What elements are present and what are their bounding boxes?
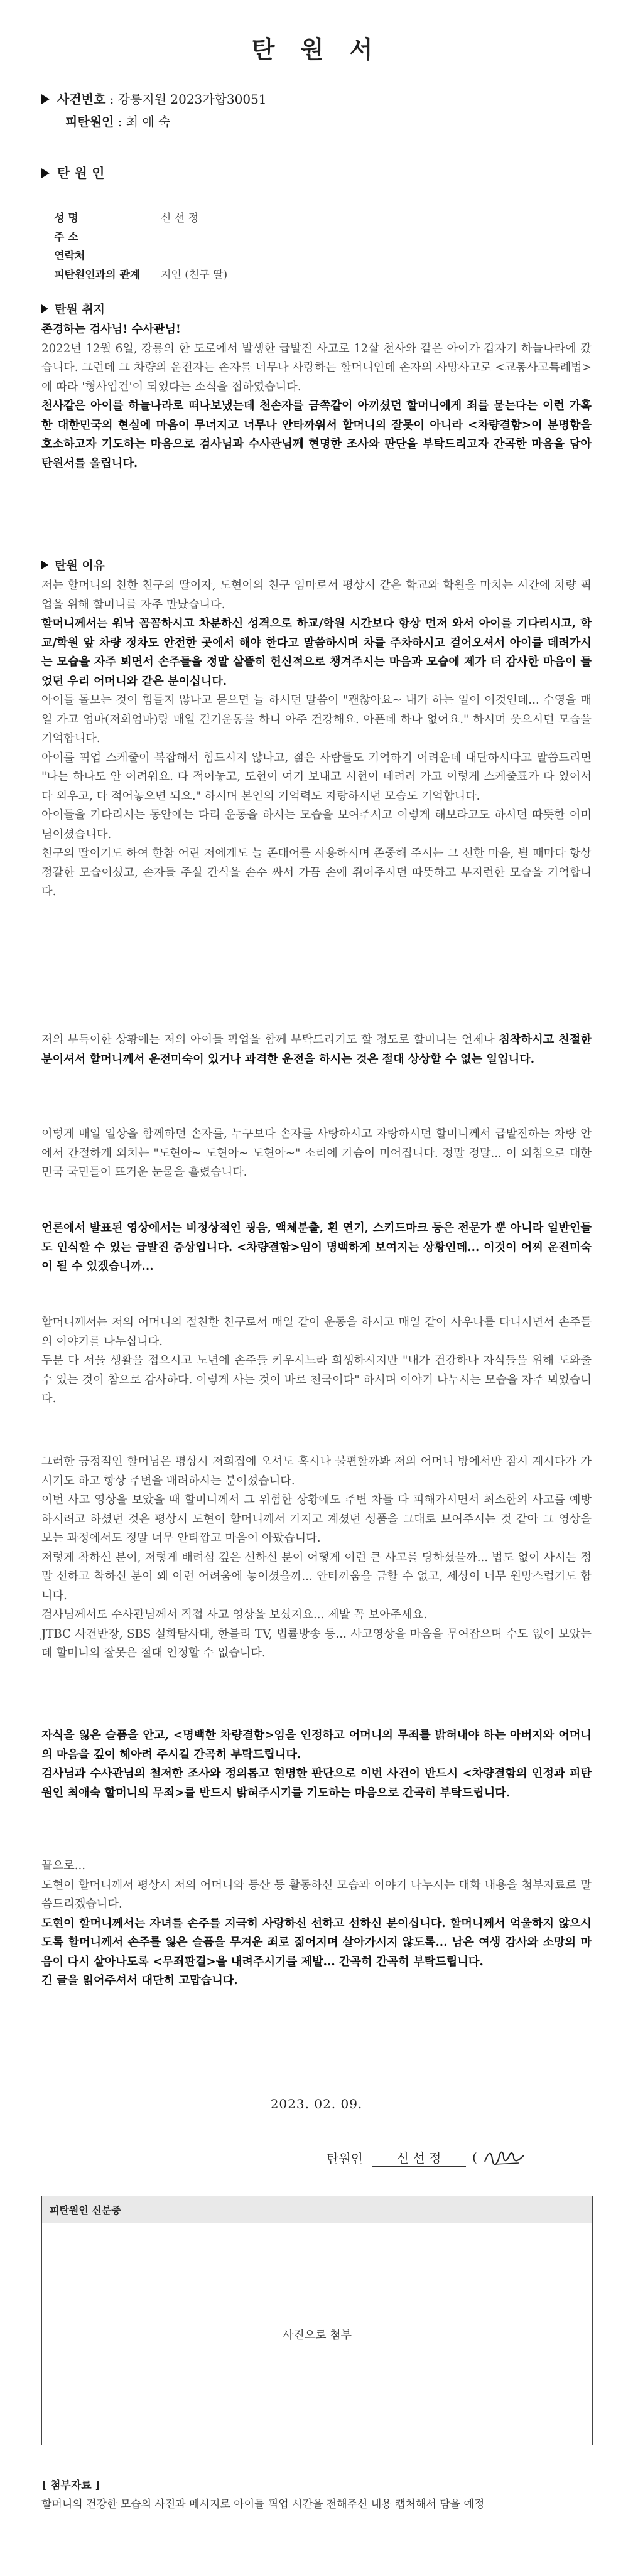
purpose-heading: [41, 300, 105, 317]
reason-paragraph: 아이들 돌보는 것이 힘들지 않나고 묻으면 늘 하시던 말씀이 "괜찮아요~ 내가 하는 일이 이것인데... 수영을 매일 가고 엄마(저희엄마)랑 매일 걷기운동을 하니 아주 건강해요. 아픈데 하나 없어요." 하시며 웃으시던 모습을 기억합니다.: [41, 694, 592, 745]
reason-paragraph: 이렇게 매일 일상을 함께하던 손자를, 누구보다 손자를 사랑하시고 자랑하시던 할머니께서 급발진하는 차량 안에서 간절하게 외치는 "도현아~ 도현아~ 도현아~" 소리에 가슴이 미어집니다. 정말 정말... 이 외침으로 대한민국 국민들이 뜨거운 눈물을 흘렸습니다.: [41, 1127, 592, 1179]
id-photo-placeholder: 사진으로 첨부: [282, 2329, 352, 2342]
reason-paragraph: 할머니께서는 저의 어머니의 절친한 친구로서 매일 같이 운동을 하시고 매일 같이 사우나를 다니시면서 손주들의 이야기를 나누십니다.: [41, 1316, 592, 1348]
reason-block-8: [41, 1857, 592, 1991]
reason-heading: [41, 556, 105, 573]
row-value: 지인 (친구 딸): [161, 268, 228, 281]
reason-heading-text: 탄원 이유: [55, 559, 106, 572]
id-box-header: 피탄원인 신분증: [42, 2196, 592, 2223]
row-label: 성 명: [54, 212, 78, 225]
case-number-value: 강릉지원 2023가합30051: [117, 92, 267, 107]
triangle-bullet-icon: [41, 561, 48, 569]
reason-paragraph-bold: 긴 글을 읽어주셔서 대단히 고맙습니다.: [41, 1974, 238, 1987]
petitioner-row: [54, 245, 227, 264]
document-title: 탄 원 서: [251, 35, 382, 63]
purpose-section: [41, 320, 592, 473]
signature-label: 탄원인: [327, 2150, 363, 2166]
reason-paragraph: 이번 사고 영상을 보았을 때 할머니께서 그 위험한 상황에도 주변 차들 다 피해가시면서 최소한의 사고를 예방하시려고 하셨던 것은 평상시 도현이 할머니께서 가지고 계셨던 성품을 그대로 보여주시는 것 같아 그 영상을 보는 과정에서도 정말 너무 안타깝고 마음이 아팠습니다.: [41, 1493, 592, 1545]
reason-block-3: [41, 1125, 592, 1183]
signature-line: [327, 2147, 526, 2168]
reason-paragraph: 아이들을 기다리시는 동안에는 다리 운동을 하시는 모습을 보여주시고 이렇게 해보라고도 하시던 따뜻한 어머님이셨습니다.: [41, 808, 592, 841]
reason-paragraph: 두분 다 서울 생활을 접으시고 노년에 손주들 키우시느라 희생하시지만 "내가 건강하나 자식들을 위해 도와줄 수 있는 것이 참으로 감사하다. 이렇게 사는 것이 바로 천국이다" 하시며 이야기 나누시는 모습을 자주 뵈었습니다.: [41, 1354, 592, 1405]
reason-paragraph: 저는 할머니의 친한 친구의 딸이자, 도현이의 친구 엄마로서 평상시 같은 학교와 학원을 마치는 시간에 차량 픽업을 위해 할머니를 자주 만났습니다.: [41, 579, 592, 611]
reason-paragraph: 도현이 할머니께서 평상시 저의 어머니와 등산 등 활동하신 모습과 이야기 나누시는 대화 내용을 첨부자료로 말씀드리겠습니다.: [41, 1878, 592, 1911]
row-label: 연락처: [54, 249, 85, 262]
triangle-bullet-icon: [41, 304, 48, 313]
reason-paragraph: 저의 부득이한 상황에는 저의 아이들 픽업을 함께 부탁드리기도 할 정도로 할머니는 언제나: [41, 1033, 495, 1046]
reason-paragraph-bold: 침착하시고 친절한 분이셔서 할머니께서 운전미숙이 있거나 과격한 운전을 하시는 것은 절대 상상할 수 없는 일입니다.: [41, 1033, 592, 1066]
petitioner-row: [54, 207, 227, 226]
attachment-heading: [ 첨부자료 ]: [41, 2479, 100, 2492]
defendant-label: 피탄원인: [65, 114, 114, 129]
reason-paragraph: 아이를 픽업 스케줄이 복잡해서 힘드시지 않나고, 젊은 사람들도 기억하기 어려운데 대단하시다고 말씀드리면 "나는 하나도 안 어려워요. 다 적어놓고, 도현이 여기 보내고 시현이 데려러 가고 이렇게 스케줄표가 다 있어서 다 외우고, 다 적어놓으면 되요." 하시며 본인의 기억력도 자랑하시던 모습도 기억합니다.: [41, 751, 592, 803]
reason-paragraph-bold: 자식을 잃은 슬픔을 안고, <명백한 차량결함>임을 인정하고 어머니의 무죄를 밝혀내야 하는 아버지와 어머니의 마음을 깊이 헤아려 주시길 간곡히 부탁드립니다.: [41, 1729, 592, 1761]
signature-name: 신 선 정: [372, 2148, 466, 2167]
case-number-line: 사건번호 : 강릉지원 2023가합30051: [41, 89, 267, 107]
purpose-heading-text: 탄원 취지: [55, 303, 106, 316]
row-label: 피탄원인과의 관계: [54, 268, 141, 281]
reason-paragraph: 저렇게 착하신 분이, 저렇게 배려심 깊은 선하신 분이 어떻게 이런 큰 사고를 당하셨을까... 법도 없이 사시는 정말 선하고 착하신 분이 왜 이런 어려움에 놓이셨을까... 안타까움을 금할 수 없고, 세상이 너무 원망스럽기도 합니다.: [41, 1550, 592, 1602]
triangle-bullet-icon: [41, 94, 50, 104]
triangle-bullet-icon: [41, 168, 50, 178]
row-label: 주 소: [54, 230, 78, 244]
purpose-paragraph: 2022년 12월 6일, 강릉의 한 도로에서 발생한 급발진 사고로 12살 천사와 같은 아이가 갑자기 하늘나라에 갔습니다. 그런데 그 차량의 운전자는 손자를 너무나 사랑하는 할머니인데 손자의 사망사고로 <교통사고특례법>에 따라 '형사입건'이 되었다는 소식을 접하였습니다.: [41, 341, 592, 394]
reason-paragraph: 끝으로...: [41, 1859, 86, 1872]
petition-date: 2023. 02. 09.: [270, 2096, 363, 2112]
signature-paren: (: [472, 2150, 477, 2165]
reason-paragraph-bold: 언론에서 발표된 영상에서는 비정상적인 굉음, 액체분출, 흰 연기, 스키드마크 등은 전문가 뿐 아니라 일반인들도 인식할 수 있는 급발진 증상입니다. <차량결함>임이 명백하게 보여지는 상황인데... 이것이 어찌 운전미숙이 될 수 있겠습니까...: [41, 1221, 592, 1273]
defendant-line: 피탄원인 : 최 애 숙: [65, 112, 170, 130]
petitioner-row: [54, 264, 227, 282]
petitioner-heading: [41, 163, 104, 182]
reason-block-2: [41, 1031, 592, 1069]
attachment-heading-text: 첨부자료: [50, 2479, 92, 2492]
reason-paragraph-bold: 할머니께서는 워낙 꼼꼼하시고 차분하신 성격으로 하교/학원 시간보다 항상 먼저 와서 아이를 기다리시고, 학교/학원 앞 차량 정차도 안전한 곳에서 해야 한다고 말씀하시며 차를 주차하시고 걸어오셔서 아이를 데려가시는 모습을 자주 뵈면서 손주들을 정말 살뜰히 헌신적으로 챙겨주시는 마음과 모습에 제가 더 감사한 마음이 들었던 우리 어머니와 같은 분이십니다.: [41, 617, 592, 688]
purpose-paragraph-bold: 천사같은 아이를 하늘나라로 떠나보냈는데 천손자를 금쪽같이 아끼셨던 할머니에게 죄를 묻는다는 이런 가혹한 대한민국의 현실에 마음이 무너지고 너무나 안타까워서 할머니의 잘못이 아니라 <차량결함>이 분명함을 호소하고자 기도하는 마음으로 검사님과 수사관님께 현명한 조사와 판단을 부탁드리고자 간곡한 마음을 담아 탄원서를 올립니다.: [41, 399, 592, 470]
greeting: 존경하는 검사님! 수사관님!: [41, 323, 181, 336]
reason-block-6: [41, 1452, 592, 1663]
reason-paragraph-bold: 검사님과 수사관님의 철저한 조사와 정의롭고 현명한 판단으로 이번 사건이 반드시 <차량결함의 인정과 피탄원인 최애숙 할머니의 무죄>를 반드시 밝혀주시기를 기도하는 마음으로 간곡히 부탁드립니다.: [41, 1767, 592, 1800]
reason-paragraph: 그러한 긍정적인 할머님은 평상시 저희집에 오셔도 혹시나 불편할까봐 저의 어머니 방에서만 잠시 계시다가 가시기도 하고 항상 주변을 배려하시는 분이셨습니다.: [41, 1455, 592, 1488]
reason-paragraph: JTBC 사건반장, SBS 실화탐사대, 한블리 TV, 법률방송 등... 사고영상을 마음을 무여잡으며 수도 없이 보았는데 할머니의 잘못은 절대 인정할 수 없습니다.: [41, 1627, 592, 1660]
case-number-label: 사건번호: [57, 92, 106, 107]
petitioner-table: [54, 207, 227, 282]
reason-paragraph: 친구의 딸이기도 하여 한참 어린 저에게도 늘 존대어를 사용하시며 존중해 주시는 그 선한 마음, 뵐 때마다 항상 정갈한 모습이셨고, 손자들 주실 간식을 손수 싸서 가끔 손에 쥐어주시던 따뜻하고 부지런한 모습을 기억합니다.: [41, 847, 592, 898]
reason-block-5: [41, 1313, 592, 1409]
defendant-id-box: [41, 2196, 593, 2445]
reason-paragraph-bold: 도현이 할머니께서는 자녀를 손주를 지극히 사랑하신 선하고 선하신 분이십니다. 할머니께서 억울하지 않으시도록 할머니께서 손주를 잃은 슬픔을 무겨운 죄로 짊어지며 살아가시지 않도록... 남은 여생 감사와 소망의 마음이 다시 살아나도록 <무죄판결>을 내려주시기를 제발... 간곡히 간곡히 부탁드립니다.: [41, 1916, 592, 1968]
reason-block-4: [41, 1219, 592, 1277]
reason-paragraph: 검사님께서도 수사관님께서 직접 사고 영상을 보셨지요... 제발 꼭 보아주세요.: [41, 1608, 428, 1621]
petitioner-row: [54, 226, 227, 245]
row-value: 신 선 정: [161, 212, 199, 225]
defendant-value: 최 애 숙: [126, 114, 171, 129]
reason-block-7: [41, 1726, 592, 1803]
petitioner-heading-text: 탄 원 인: [57, 165, 105, 181]
handwritten-signature-icon: [482, 2147, 526, 2168]
attachment-description: 할머니의 건강한 모습의 사진과 메시지로 아이들 픽업 시간을 전해주신 내용 캡처해서 담을 예정: [41, 2498, 485, 2511]
reason-block-1: [41, 576, 592, 902]
